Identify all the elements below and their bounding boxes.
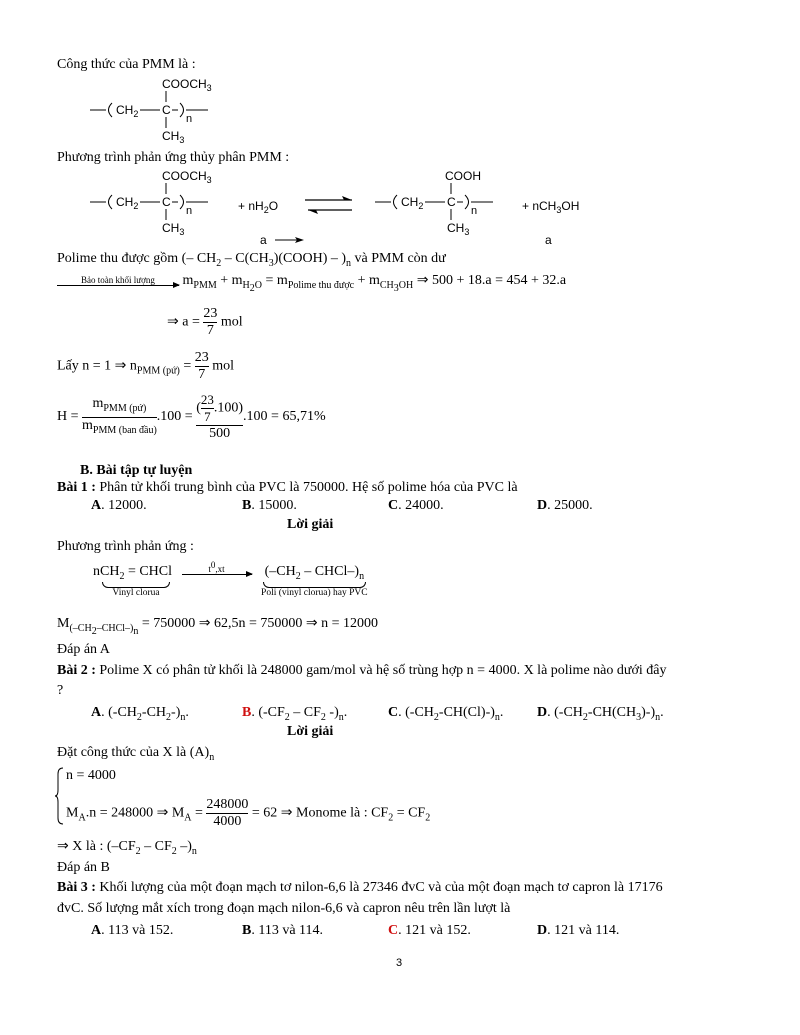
q1-option-b[interactable]: B. 15000. (242, 498, 297, 513)
svg-text:COOH: COOH (445, 169, 481, 183)
svg-text:+ nH2O: + $nH_2O$ (238, 199, 279, 215)
q2-option-c[interactable]: C. $(-CH_2-CH(Cl)-)_n$. (388, 705, 504, 723)
q1-solution-intro: Phương trình phản ứng : (57, 539, 194, 554)
monomer-label: Vinyl clorua (112, 587, 160, 598)
q2-option-b[interactable]: B. ($-CF_2 - CF_2$ $-)_n$. (242, 705, 348, 723)
q2-answer: Đáp án B (57, 860, 110, 875)
q3-option-b[interactable]: B. 113 và 114. (242, 923, 324, 938)
svg-text:CH2: $CH_2$ (401, 195, 424, 211)
question-3-cont: đvC. Số lượng mắt xích trong đoạn mạch nilon-6,6 và capron nêu trên lần lượt là (57, 901, 511, 916)
page-number: 3 (396, 957, 403, 969)
svg-text:a: a (260, 233, 267, 247)
yield-equation: H = $\frac{m_{PMM (pứ)}}{m_{PMM (ban đầu)}}$ .100 = ( $\frac{23}{7}$ .100) 500 .100 = 65,71% (57, 392, 326, 441)
q3-option-c[interactable]: C. 121 và 152. (388, 923, 471, 938)
q1-answer: Đáp án A (57, 642, 110, 657)
svg-text:CH2: $CH_2$ (116, 103, 139, 119)
svg-text:a: a (545, 233, 552, 247)
question-2: Bài 2 : Polime X có phân tử khối là 248000 gam/mol và hệ số trùng hợp n = 4000. X là polime nào dưới đây (57, 663, 667, 678)
q1-option-c[interactable]: C. 24000. (388, 498, 444, 513)
section-b-title: B. Bài tập tự luyện (80, 463, 193, 478)
question-2-cont: ? (57, 683, 64, 698)
svg-text:CH3: $CH_3$ (162, 129, 185, 145)
polymer-line: Polime thu được gồm (– $CH_2$ – $C(CH_3)(COOH) - )_n$ và PMM còn dư (57, 251, 446, 269)
pvc-reaction: nCH$_2$ = CHCl Vinyl clorua $t^0,xt$ ($-CH_2$ – CHCl–)$_n$ Poli (vinyl clorua) hay PVC (93, 560, 368, 598)
svg-text:CH2: $CH_2$ (116, 195, 139, 211)
svg-text:n: n (471, 205, 478, 217)
conservation-label: Bảo toàn khối lượng (81, 275, 155, 286)
conservation-equation: Bảo toàn khối lượng $m_{PMM} + m_{H_2O} = m_{Polime thu được} + m_{CH_3OH}$ ⇒ 500 + 18.a = 454 + 32.a (57, 272, 566, 294)
question-3: Bài 3 : Khối lượng của một đoạn mạch tơ nilon-6,6 là 27346 đvC và của một đoạn mạch tơ capron là 17176 (57, 880, 663, 895)
question-1-label: Bài 1 : (57, 480, 96, 495)
take-n-line: Lấy n = 1 ⇒ $n_{PMM (pứ)}$ = $\frac{23}{7}$ mol (57, 350, 235, 382)
hydrolysis-title: Phương trình phản ứng thủy phân PMM : (57, 150, 290, 165)
q2-x-line: ⇒ X là : ($-CF_2 - CF_2$ $-)_n$ (57, 839, 197, 857)
q1-option-d[interactable]: D. 25000. (537, 498, 593, 513)
pmm-group: $COOCH_3$ (162, 77, 212, 93)
q2-option-d[interactable]: D. $(-CH_2-CH(CH_3)-)_n$. (537, 705, 664, 723)
question-1 (57, 480, 518, 496)
svg-text:CH3: $CH_3$ (447, 221, 470, 237)
polymer-label: Poli (vinyl clorua) hay PVC (261, 587, 368, 598)
svg-text:CH3: $CH_3$ (162, 221, 185, 237)
q2-option-a[interactable]: A. $(-CH_2-CH_2-)_n$. (91, 705, 189, 723)
svg-text:n: n (186, 113, 193, 125)
q2-solution-intro: Đặt công thức của X là $(A)_n$ (57, 745, 215, 763)
q1-mass-equation: $M_{(-CH_2-CHCl-)_n} = 750000$ ⇒ 62,5n = 750000 ⇒ n = 12000 (57, 616, 379, 637)
system-brace (55, 766, 65, 826)
q3-option-d[interactable]: D. 121 và 114. (537, 923, 620, 938)
svg-text:C: C (447, 195, 456, 209)
hydrolysis-reaction (90, 166, 650, 250)
intro-text: Công thức của PMM là : (57, 57, 196, 72)
q1-option-a[interactable]: A. 12000. (91, 498, 147, 513)
svg-text:COOCH3: $COOCH_3$ (162, 169, 212, 185)
question-1-text: Phân tử khối trung bình của PVC là 750000. Hệ số polime hóa của PVC là (99, 480, 518, 495)
solution-title-2: Lời giải (287, 724, 334, 739)
a-result: ⇒ a = $\frac{23}{7}$ mol (167, 306, 243, 338)
q3-option-a[interactable]: A. 113 và 152. (91, 923, 174, 938)
q2-n-line: n = 4000 (66, 768, 116, 783)
svg-text:n: n (186, 205, 193, 217)
q2-m-line: $M_A.n = 248000$ ⇒ $M_A$ = $\frac{248000}{4000}$ = 62 ⇒ Monome là : $CF_2 = CF_2$ (66, 797, 431, 829)
pmm-structure (90, 74, 220, 146)
svg-text:+ nCH3OH: + nCH$_3$OH (522, 199, 580, 215)
solution-title-1: Lời giải (287, 517, 334, 532)
svg-text:C: C (162, 195, 171, 209)
svg-text:C: C (162, 103, 171, 117)
